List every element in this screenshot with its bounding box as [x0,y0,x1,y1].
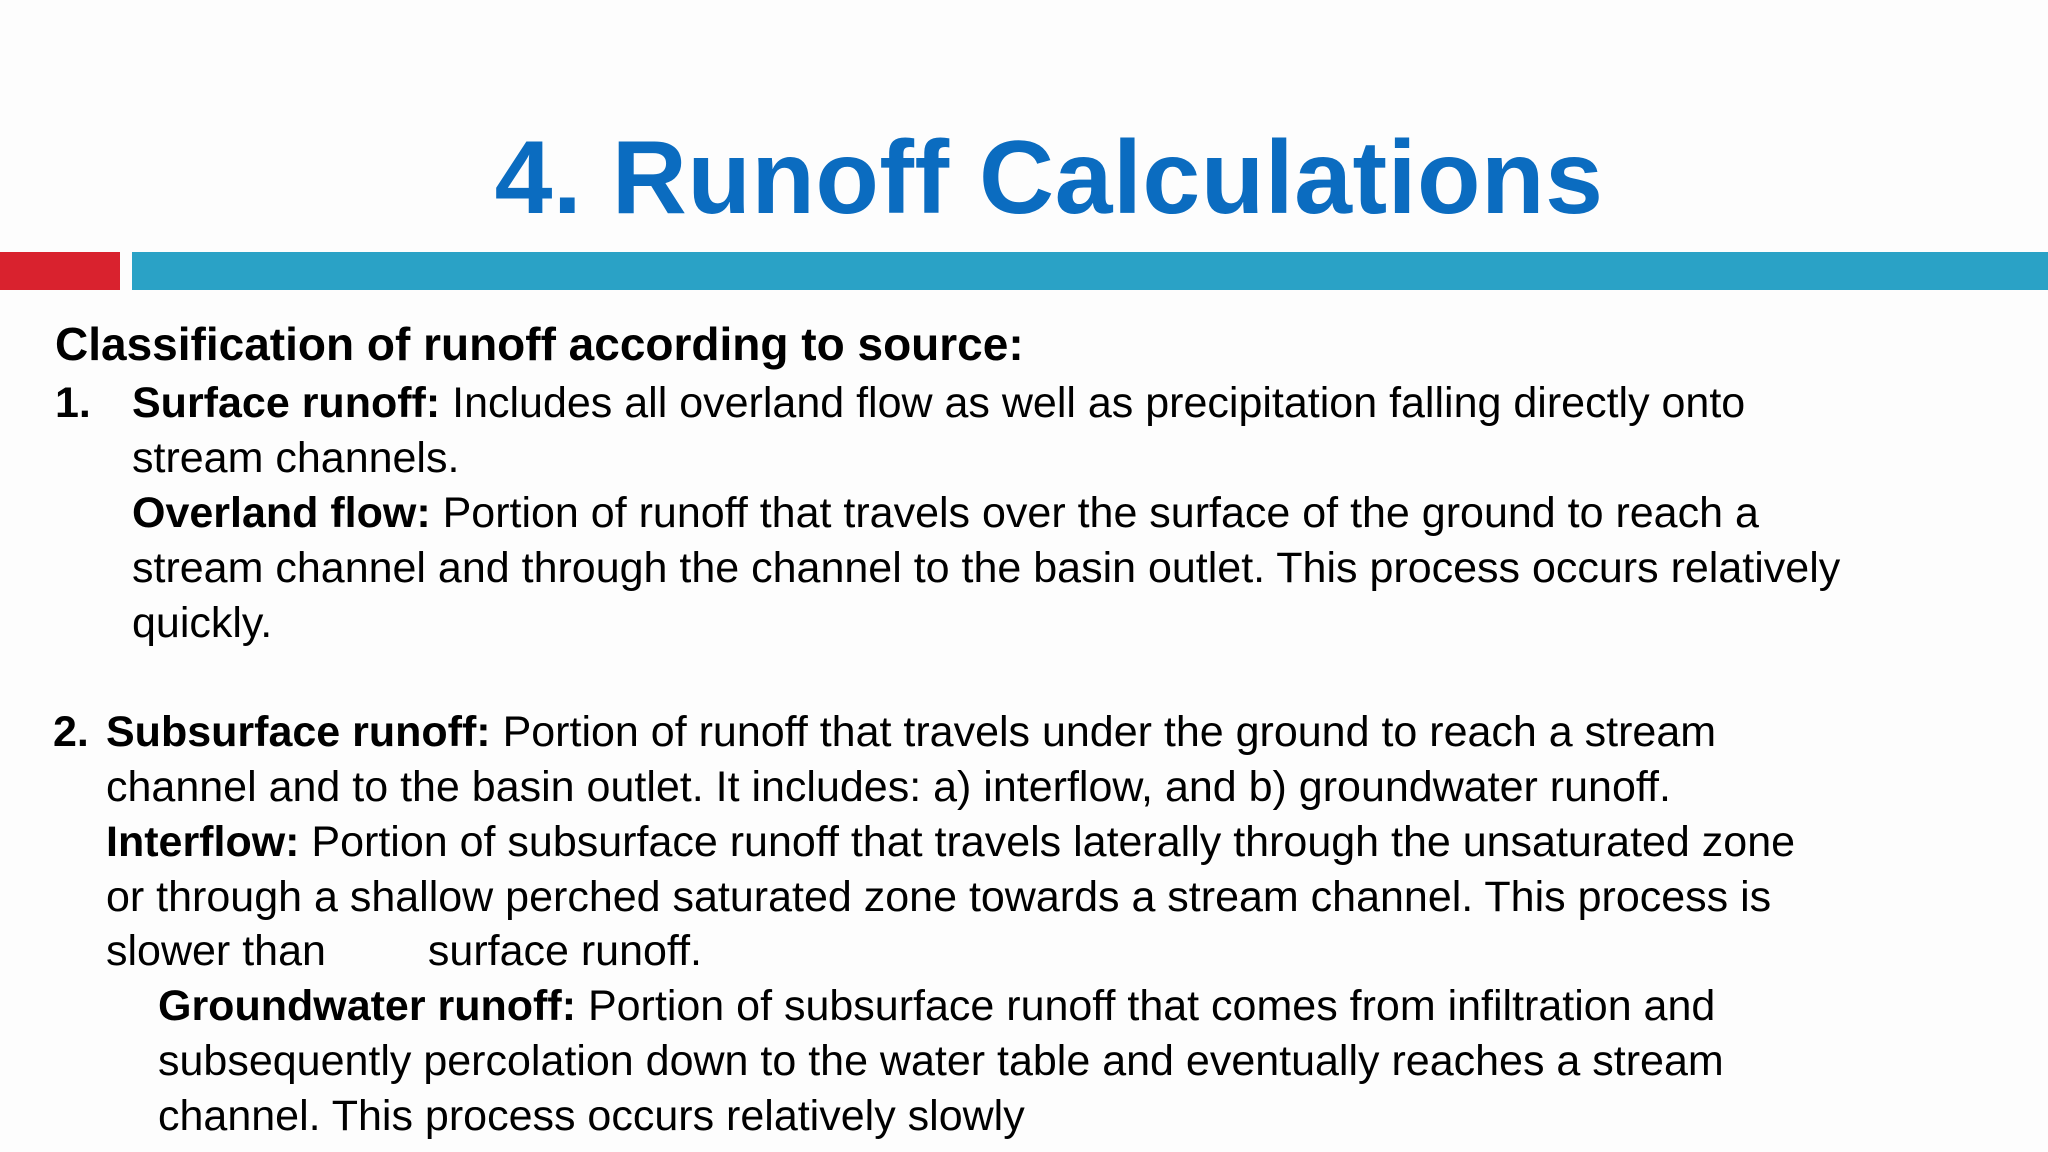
interflow-text: Portion of subsurface runoff that travels laterally through the unsaturated zone [299,818,1796,866]
surface-runoff-term: Surface runoff: [132,379,441,427]
interflow-line-1 [106,815,1795,870]
groundwater-line-2: subsequently percolation down to the water table and eventually reaches a stream [158,1037,1724,1085]
item-1-number: 1. [55,379,91,427]
item-2-line-1 [106,705,1716,760]
interflow-line-3-end: surface runoff. [427,927,702,975]
interflow-line-3-start: slower than [106,927,326,975]
section-heading: Classification of runoff according to source: [55,318,1024,370]
interflow-line-3 [106,924,702,979]
interflow-line-2: or through a shallow perched saturated zone towards a stream channel. This process is [106,873,1772,921]
title-accent-bar-red [0,252,120,290]
overland-flow-text: Portion of runoff that travels over the surface of the ground to reach a [430,489,1759,537]
groundwater-line-1 [158,979,1715,1034]
title-accent-bar-blue [132,252,2048,290]
interflow-term: Interflow: [106,818,300,866]
slide-title: 4. Runoff Calculations [494,120,1604,236]
subsurface-runoff-term: Subsurface runoff: [106,708,491,756]
item-1-line-2: stream channels. [132,434,460,482]
surface-runoff-text: Includes all overland flow as well as precipitation falling directly onto [440,379,1746,427]
groundwater-line-3: channel. This process occurs relatively slowly [158,1092,1025,1140]
subsurface-runoff-text: Portion of runoff that travels under the ground to reach a stream [490,708,1717,756]
overland-flow-term: Overland flow: [132,489,431,537]
overland-flow-line-1 [132,486,1759,541]
item-2-number: 2. [53,708,89,756]
item-1-line-1 [132,376,1745,431]
groundwater-runoff-text: Portion of subsurface runoff that comes from infiltration and [576,982,1716,1030]
groundwater-runoff-term: Groundwater runoff: [158,982,577,1030]
item-2-line-2: channel and to the basin outlet. It includes: a) interflow, and b) groundwater runoff. [106,763,1671,811]
overland-flow-line-3: quickly. [132,599,273,647]
overland-flow-line-2: stream channel and through the channel to the basin outlet. This process occurs relatively [132,544,1841,592]
